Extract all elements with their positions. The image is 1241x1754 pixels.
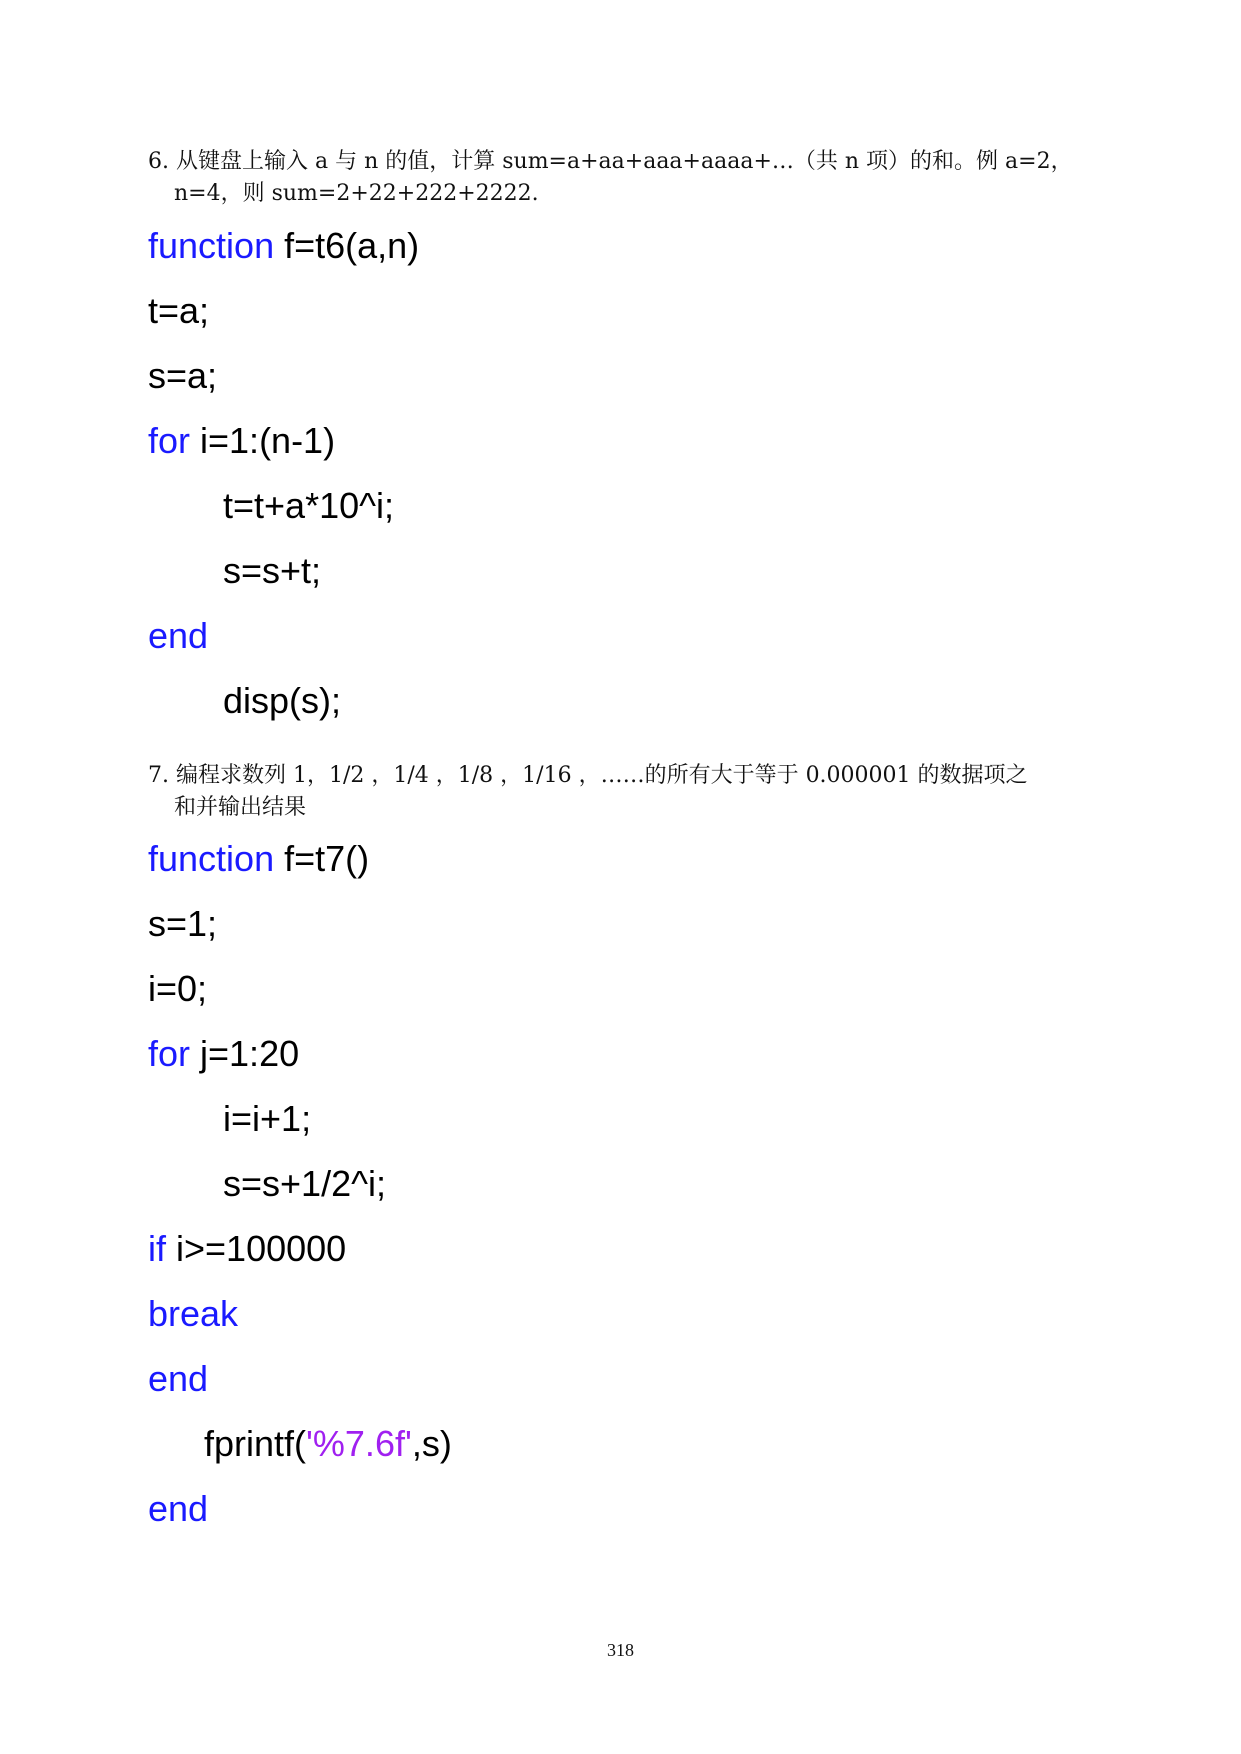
code-text: i>=100000	[166, 1228, 347, 1269]
keyword: break	[148, 1293, 239, 1334]
code7-line-fprintf	[148, 1411, 1148, 1476]
code6-line-function	[148, 213, 1148, 278]
keyword: if	[148, 1228, 166, 1269]
code6-line-6: s=s+t;	[223, 550, 322, 591]
problem-7-line-2: 和并输出结果	[174, 795, 307, 820]
code7-line-if	[148, 1216, 1148, 1281]
keyword: end	[148, 1358, 209, 1399]
code6-line-end	[148, 603, 1148, 668]
code-text: f=t7()	[274, 838, 370, 879]
keyword: for	[148, 420, 191, 461]
keyword: function	[148, 225, 275, 266]
code7-line-end-if	[148, 1346, 1148, 1411]
code6-line-for	[148, 408, 1148, 473]
code-text: j=1:20	[190, 1033, 300, 1074]
code7-line-end-function	[148, 1476, 1148, 1541]
code7-line-3: i=0;	[148, 968, 208, 1009]
code6-line-5: t=t+a*10^i;	[223, 485, 395, 526]
problem-7-statement	[148, 760, 1103, 824]
keyword: end	[148, 1488, 209, 1529]
page-number: 318	[607, 1640, 634, 1660]
string-literal: '%7.6f'	[306, 1423, 412, 1464]
code6-line-disp: disp(s);	[223, 680, 342, 721]
keyword: function	[148, 838, 275, 879]
keyword: end	[148, 615, 209, 656]
code7-line-break	[148, 1281, 1148, 1346]
problem-6-statement	[148, 146, 1103, 210]
code7-line-2: s=1;	[148, 903, 218, 944]
code-block-6	[148, 213, 1148, 733]
code-text: fprintf(	[204, 1423, 307, 1464]
code6-line-2: t=a;	[148, 290, 210, 331]
problem-7-line-1: 7. 编程求数列 1，1/2 ，1/4 ，1/8 ，1/16 ，……的所有大于等于 0.000001 的数据项之	[148, 763, 1028, 788]
code-block-7	[148, 826, 1148, 1541]
code7-line-function	[148, 826, 1148, 891]
code7-line-for	[148, 1021, 1148, 1086]
code-text: ,s)	[411, 1423, 452, 1464]
code-text: i=1:(n-1)	[190, 420, 336, 461]
problem-6-line-1: 6. 从键盘上输入 a 与 n 的值，计算 sum=a+aa+aaa+aaaa+…（共 n 项）的和。例 a=2，	[148, 149, 1073, 174]
code6-line-3: s=a;	[148, 355, 218, 396]
code7-line-5: i=i+1;	[223, 1098, 312, 1139]
problem-6-line-2: n=4，则 sum=2+22+222+2222.	[174, 181, 539, 206]
code7-line-6: s=s+1/2^i;	[223, 1163, 386, 1204]
keyword: for	[148, 1033, 191, 1074]
code-text: f=t6(a,n)	[274, 225, 420, 266]
